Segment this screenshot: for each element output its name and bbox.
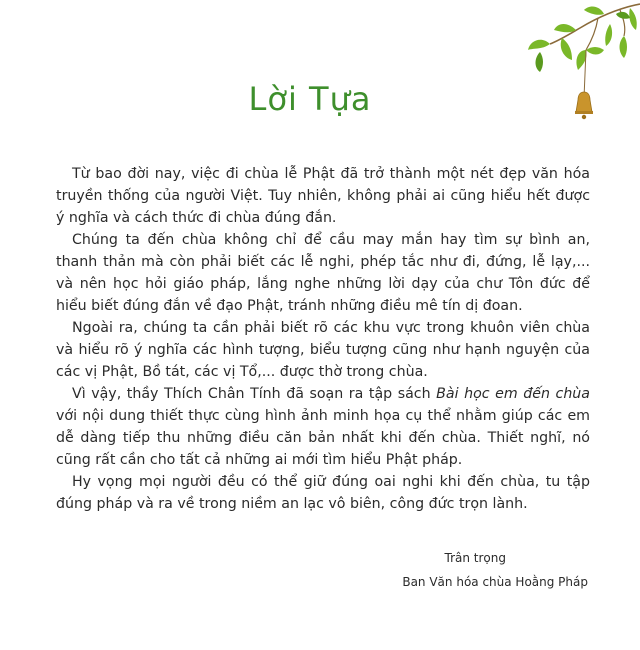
paragraph-2: Chúng ta đến chùa không chỉ để cầu may mắn hay tìm sự bình an, thanh thản mà còn phải biết các lễ nghi, phép tắc như đi, đứng, lễ lạy,... và nên học hỏi giáo pháp, lắng nghe những lời dạy của chư Tôn đức để hiểu biết đúng đắn về đạo Phật, tránh những điều mê tín dị đoan. bbox=[56, 232, 590, 314]
signature-closing: Trân trọng bbox=[444, 551, 506, 565]
paragraph-5: Hy vọng mọi người đều có thể giữ đúng oai nghi khi đến chùa, tu tập đúng pháp và ra về trong niềm an lạc vô biên, công đức trọn lành. bbox=[56, 474, 590, 512]
preface-body bbox=[56, 163, 590, 515]
paragraph-4-before: Vì vậy, thầy Thích Chân Tính đã soạn ra tập sách bbox=[72, 386, 437, 402]
paragraph-1: Từ bao đời nay, việc đi chùa lễ Phật đã trở thành một nét đẹp văn hóa truyền thống của người Việt. Tuy nhiên, không phải ai cũng hiểu hết được ý nghĩa và cách thức đi chùa đúng đắn. bbox=[56, 166, 590, 226]
paragraph-4-after: với nội dung thiết thực cùng hình ảnh minh họa cụ thể nhằm giúp các em dễ dàng tiếp thu những điều căn bản nhất khi đến chùa. Thiết nghĩ, nó cũng rất cần cho tất cả những ai mới tìm hiểu Phật pháp. bbox=[56, 408, 590, 468]
paragraph-3: Ngoài ra, chúng ta cần phải biết rõ các khu vực trong khuôn viên chùa và hiểu rõ ý nghĩa các hình tượng, biểu tượng cũng như hạnh nguyện của các vị Phật, Bồ tát, các vị Tổ,... được thờ trong chùa. bbox=[56, 320, 590, 380]
signature-author: Ban Văn hóa chùa Hoằng Pháp bbox=[402, 575, 588, 589]
book-title: Bài học em đến chùa bbox=[436, 386, 590, 402]
paragraph-4 bbox=[56, 383, 590, 471]
page-title: Lời Tựa bbox=[248, 80, 372, 118]
